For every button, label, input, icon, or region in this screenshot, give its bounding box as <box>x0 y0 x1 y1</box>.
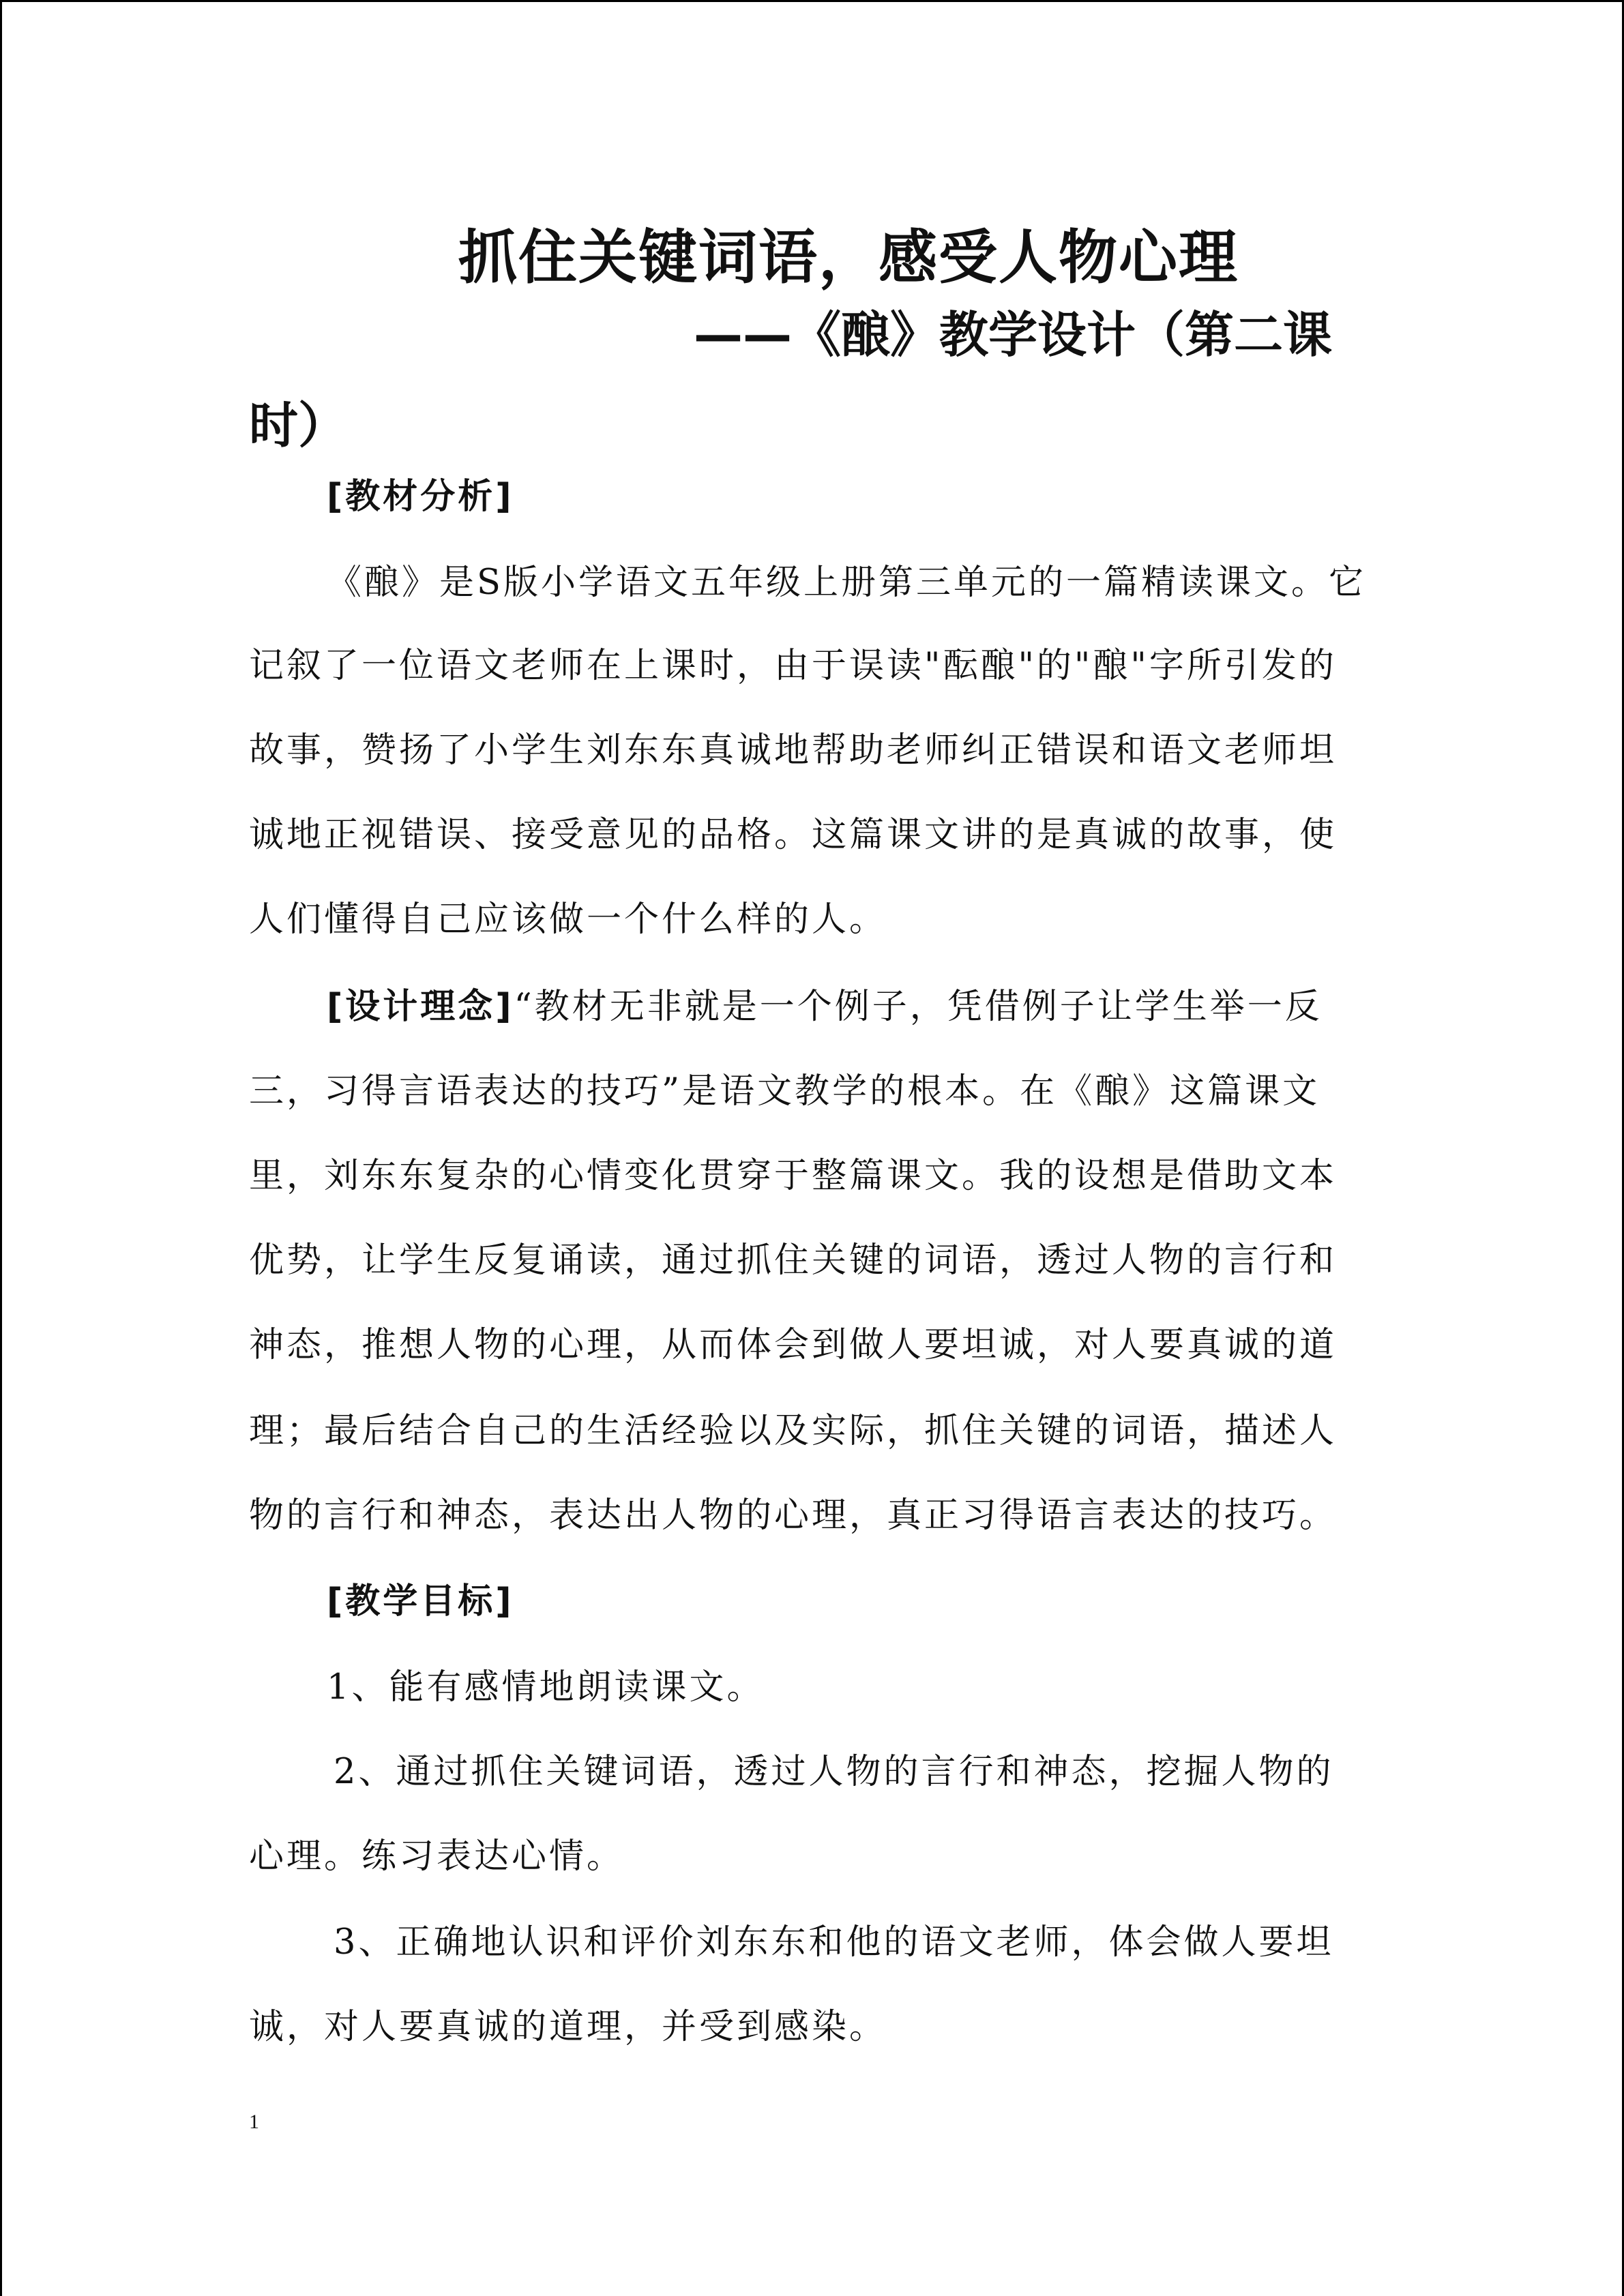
goal-item: 1、能有感情地朗读课文。 <box>327 1667 765 1708</box>
concept-first-line <box>327 987 1323 1027</box>
concept-line: 里，刘东东复杂的心情变化贯穿于整篇课文。我的设想是借助文本 <box>249 1156 1338 1196</box>
analysis-heading: [教材分析] <box>327 477 514 517</box>
goal-item: 2、通过抓住关键词语，透过人物的言行和神态，挖掘人物的 <box>334 1752 1334 1792</box>
goal-item-continuation: 诚，对人要真诚的道理，并受到感染。 <box>249 2007 887 2047</box>
document-subtitle: ——《酿》教学设计（第二课 <box>694 306 1333 363</box>
goal-item-continuation: 心理。练习表达心情。 <box>249 1836 625 1877</box>
concept-line: 物的言行和神态，表达出人物的心理，真正习得语言表达的技巧。 <box>249 1495 1338 1536</box>
document-title: 抓住关键词语，感受人物心理 <box>458 224 1239 292</box>
concept-line: 神态，推想人物的心理，从而体会到做人要坦诚，对人要真诚的道 <box>249 1325 1338 1365</box>
goal-item: 3、正确地认识和评价刘东东和他的语文老师，体会做人要坦 <box>334 1922 1334 1963</box>
analysis-line: 记叙了一位语文老师在上课时，由于误读"酝酿"的"酿"字所引发的 <box>249 646 1337 686</box>
analysis-line: 《酿》是S版小学语文五年级上册第三单元的一篇精读课文。它 <box>327 563 1366 603</box>
concept-line: 理；最后结合自己的生活经验以及实际，抓住关键的词语，描述人 <box>249 1411 1338 1451</box>
document-subtitle-continuation: 时） <box>249 397 348 454</box>
concept-heading: [设计理念] <box>327 987 514 1027</box>
concept-line: 三，习得言语表达的技巧”是语文教学的根本。在《酿》这篇课文 <box>249 1071 1320 1112</box>
analysis-line: 故事，赞扬了小学生刘东东真诚地帮助老师纠正错误和语文老师坦 <box>249 730 1338 771</box>
goals-heading: [教学目标] <box>327 1581 514 1622</box>
analysis-line: 诚地正视错误、接受意见的品格。这篇课文讲的是真诚的故事，使 <box>249 815 1338 855</box>
concept-first-text: “教材无非就是一个例子，凭借例子让学生举一反 <box>514 987 1323 1027</box>
page-number: 1 <box>249 2111 259 2133</box>
analysis-line: 人们懂得自己应该做一个什么样的人。 <box>249 899 887 940</box>
concept-line: 优势，让学生反复诵读，通过抓住关键的词语，透过人物的言行和 <box>249 1240 1338 1281</box>
